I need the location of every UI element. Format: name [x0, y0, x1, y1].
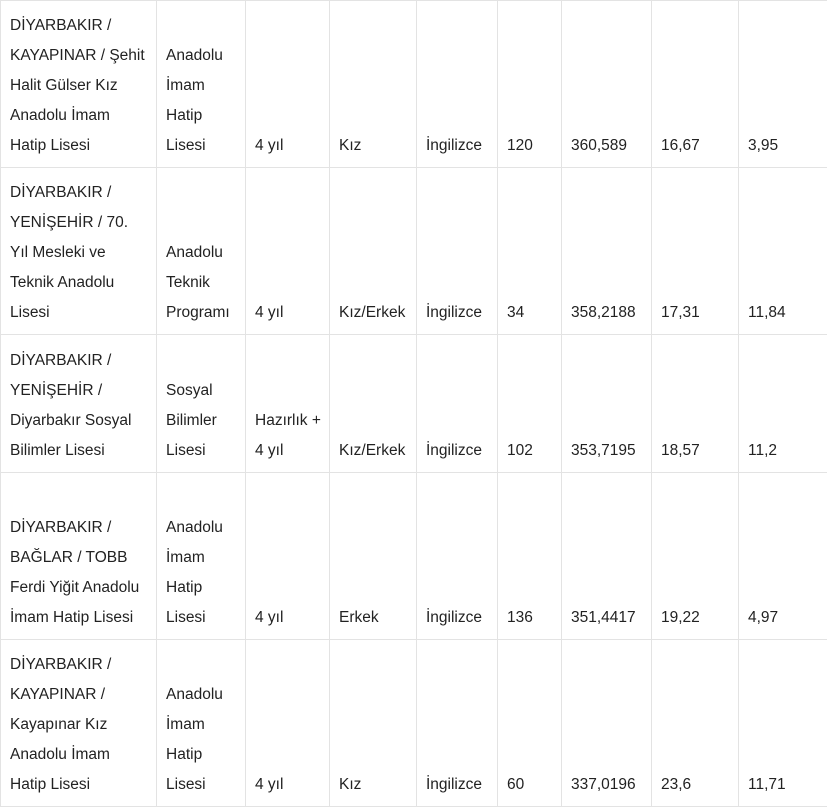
quota-cell: 136	[498, 473, 562, 640]
gender-cell: Kız/Erkek	[330, 335, 417, 473]
gender-cell: Erkek	[330, 473, 417, 640]
extra-value-cell: 11,84	[739, 168, 827, 335]
percentile-cell: 23,6	[652, 640, 739, 807]
quota-cell: 120	[498, 1, 562, 168]
quota-cell: 102	[498, 335, 562, 473]
school-type-cell: Anadolu İmam Hatip Lisesi	[157, 1, 246, 168]
school-type-cell: Anadolu İmam Hatip Lisesi	[157, 640, 246, 807]
score-cell: 358,2188	[562, 168, 652, 335]
score-cell: 353,7195	[562, 335, 652, 473]
extra-value-cell: 4,97	[739, 473, 827, 640]
percentile-cell: 19,22	[652, 473, 739, 640]
extra-value-cell: 3,95	[739, 1, 827, 168]
school-name-cell: DİYARBAKIR / YENİŞEHİR / 70. Yıl Mesleki ve Teknik Anadolu Lisesi	[1, 168, 157, 335]
language-cell: İngilizce	[417, 473, 498, 640]
duration-cell: 4 yıl	[246, 168, 330, 335]
table-row	[1, 473, 827, 640]
language-cell: İngilizce	[417, 335, 498, 473]
duration-cell: 4 yıl	[246, 473, 330, 640]
extra-value-cell: 11,71	[739, 640, 827, 807]
percentile-cell: 17,31	[652, 168, 739, 335]
score-cell: 360,589	[562, 1, 652, 168]
school-name-cell: DİYARBAKIR / KAYAPINAR / Şehit Halit Gülser Kız Anadolu İmam Hatip Lisesi	[1, 1, 157, 168]
table-row	[1, 168, 827, 335]
score-cell: 351,4417	[562, 473, 652, 640]
quota-cell: 34	[498, 168, 562, 335]
gender-cell: Kız/Erkek	[330, 168, 417, 335]
gender-cell: Kız	[330, 1, 417, 168]
table-row	[1, 640, 827, 807]
table-row	[1, 335, 827, 473]
gender-cell: Kız	[330, 640, 417, 807]
school-type-cell: Sosyal Bilimler Lisesi	[157, 335, 246, 473]
school-type-cell: Anadolu İmam Hatip Lisesi	[157, 473, 246, 640]
table-row	[1, 1, 827, 168]
score-cell: 337,0196	[562, 640, 652, 807]
percentile-cell: 18,57	[652, 335, 739, 473]
duration-cell: 4 yıl	[246, 1, 330, 168]
percentile-cell: 16,67	[652, 1, 739, 168]
school-name-cell: DİYARBAKIR / YENİŞEHİR / Diyarbakır Sosyal Bilimler Lisesi	[1, 335, 157, 473]
school-name-cell: DİYARBAKIR / KAYAPINAR / Kayapınar Kız Anadolu İmam Hatip Lisesi	[1, 640, 157, 807]
school-type-cell: Anadolu Teknik Programı	[157, 168, 246, 335]
quota-cell: 60	[498, 640, 562, 807]
language-cell: İngilizce	[417, 640, 498, 807]
school-name-cell: DİYARBAKIR / BAĞLAR / TOBB Ferdi Yiğit Anadolu İmam Hatip Lisesi	[1, 473, 157, 640]
language-cell: İngilizce	[417, 168, 498, 335]
language-cell: İngilizce	[417, 1, 498, 168]
extra-value-cell: 11,2	[739, 335, 827, 473]
duration-cell: 4 yıl	[246, 640, 330, 807]
duration-cell: Hazırlık + 4 yıl	[246, 335, 330, 473]
